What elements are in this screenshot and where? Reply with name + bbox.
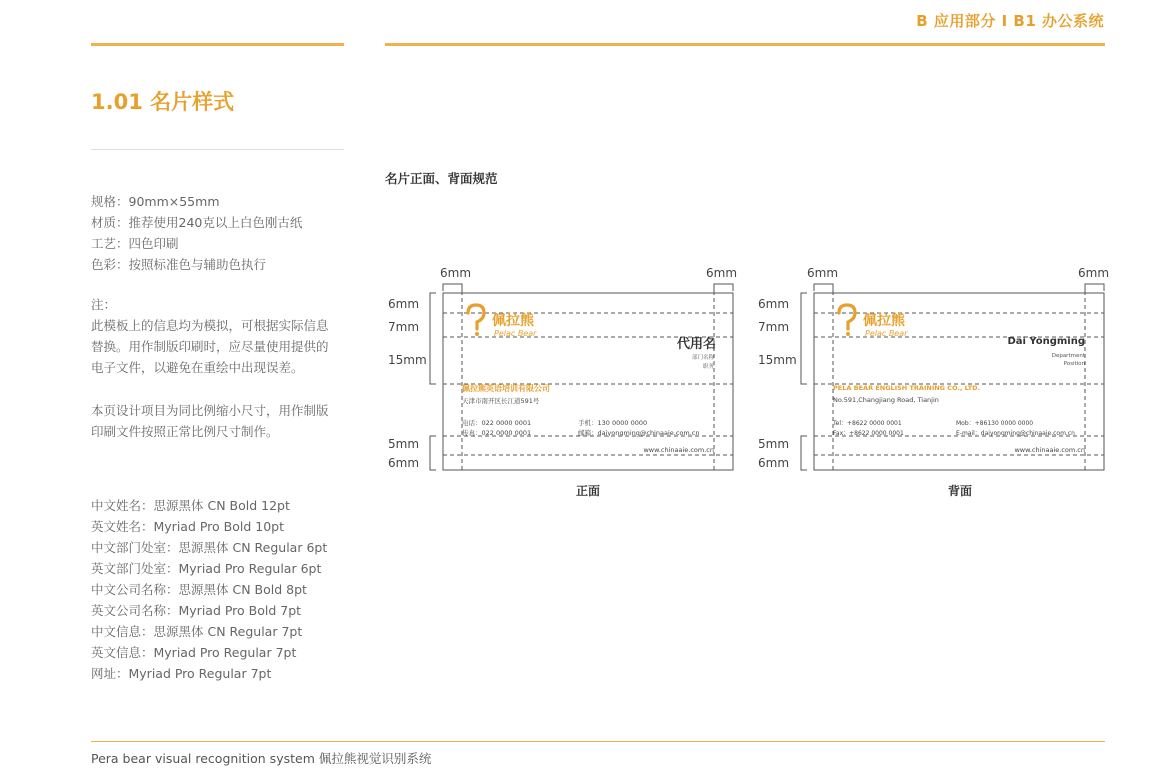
back-address: No.591,Changjiang Road, Tianjin (833, 396, 939, 404)
front-fax: 传真：022 0000 0001 (462, 429, 532, 437)
font-spec-item: 网址：Myriad Pro Regular 7pt (91, 666, 272, 681)
font-spec-item: 中文部门处室：思源黑体 CN Regular 6pt (91, 540, 328, 555)
front-guides (443, 284, 733, 470)
back-tel: Tel：+8622 0000 0001 (833, 420, 902, 427)
header-rule-left (91, 43, 344, 46)
back-logo-cn: 佩拉熊 (863, 313, 905, 329)
back-name: Dai Yongming (1007, 336, 1085, 347)
front-position: 职务 (702, 364, 714, 370)
font-spec-list (91, 495, 327, 684)
font-spec-item: 中文姓名：思源黑体 CN Bold 12pt (91, 498, 290, 513)
front-card (388, 266, 737, 498)
note-line: 印刷文件按照正常比例尺寸制作。 (91, 424, 279, 439)
back-website: www.chinaaie.com.cn (1014, 446, 1085, 454)
back-email: E-mail：daiyongming@chinaaie.com.cn (956, 430, 1075, 437)
front-email: 邮箱：daiyongming@chinaaie.com.cn (578, 429, 700, 437)
front-dim-6mm-bottom: 6mm (388, 456, 420, 470)
back-dim-15mm: 15mm (758, 353, 797, 367)
back-label: 背面 (947, 484, 973, 498)
back-dim-top-left: 6mm (807, 266, 839, 280)
footer-rule (91, 741, 1105, 742)
front-logo-en: Pelac Bear (494, 329, 537, 338)
front-dim-top-right: 6mm (706, 266, 738, 280)
front-logo (468, 305, 537, 338)
spec-item: 材质：推荐使用240克以上白色刚古纸 (91, 215, 303, 230)
front-dim-15mm: 15mm (388, 353, 427, 367)
back-logo-en: Pelac Bear (865, 329, 908, 338)
note-line: 此模板上的信息均为模拟，可根据实际信息 (91, 318, 329, 333)
title-divider (91, 149, 344, 150)
front-mobile: 手机：130 0000 0000 (578, 419, 648, 427)
back-dim-6mm-bottom: 6mm (758, 456, 790, 470)
back-guides (814, 284, 1104, 470)
font-spec-item: 中文公司名称：思源黑体 CN Bold 8pt (91, 582, 307, 597)
front-name: 代用名 (676, 337, 716, 352)
font-spec-item: 英文部门处室：Myriad Pro Regular 6pt (91, 561, 322, 576)
front-dim-5mm: 5mm (388, 437, 420, 451)
back-card (758, 266, 1109, 498)
back-dim-7mm: 7mm (758, 320, 790, 334)
front-card-outline (443, 293, 733, 470)
front-dim-7mm: 7mm (388, 320, 420, 334)
note-line: 替换。用作制版印刷时，应尽量使用提供的 (91, 339, 329, 354)
font-spec-item: 英文信息：Myriad Pro Regular 7pt (91, 645, 297, 660)
spec-item: 色彩：按照标准色与辅助色执行 (91, 257, 267, 272)
note-block (91, 294, 329, 378)
spec-item: 工艺：四色印刷 (91, 236, 179, 251)
note-line: 本页设计项目为同比例缩小尺寸，用作制版 (91, 403, 329, 418)
note-line: 电子文件，以避免在重绘中出现误差。 (91, 360, 304, 375)
front-left-brackets (430, 293, 436, 470)
diagram-title: 名片正面、背面规范 (385, 171, 498, 186)
bear-mark-icon (839, 305, 855, 329)
font-spec-item: 英文公司名称：Myriad Pro Bold 7pt (91, 603, 302, 618)
font-spec-item: 中文信息：思源黑体 CN Regular 7pt (91, 624, 303, 639)
footer-text: Pera bear visual recognition system 佩拉熊视觉识别系统 (91, 751, 432, 766)
note-label: 注： (91, 297, 117, 312)
back-left-brackets (801, 293, 807, 470)
front-logo-cn: 佩拉熊 (492, 313, 534, 329)
front-company: 佩拉熊英语培训有限公司 (462, 384, 550, 393)
back-position: Position (1063, 361, 1085, 367)
front-dim-6mm: 6mm (388, 297, 420, 311)
back-mobile: Mob：+86130 0000 0000 (956, 420, 1034, 427)
back-dept: Department (1051, 353, 1085, 359)
header-rule-right (385, 43, 1105, 46)
bear-mark-dot (475, 332, 479, 336)
back-dim-6mm: 6mm (758, 297, 790, 311)
front-tel: 电话：022 0000 0001 (462, 419, 532, 427)
font-spec-item: 英文姓名：Myriad Pro Bold 10pt (91, 519, 285, 534)
page-title: 1.01 名片样式 (91, 90, 235, 114)
front-website: www.chinaaie.com.cn (643, 446, 714, 454)
note-block-2 (91, 400, 329, 442)
back-card-outline (814, 293, 1104, 470)
front-address: 天津市南开区长江道591号 (462, 397, 540, 405)
back-logo (839, 305, 908, 338)
front-label: 正面 (575, 484, 601, 498)
bear-mark-dot (846, 332, 850, 336)
front-dept: 部门名称 (691, 355, 714, 361)
back-top-brackets (814, 284, 1104, 291)
back-fax: Fax：+8622 0000 0001 (833, 430, 904, 437)
back-dim-5mm: 5mm (758, 437, 790, 451)
bear-mark-icon (468, 305, 484, 329)
spec-item: 规格：90mm×55mm (91, 194, 220, 209)
front-top-brackets (443, 284, 733, 291)
front-dim-top-left: 6mm (440, 266, 472, 280)
back-company: PELA BEAR ENGLISH TRAINING CO., LTD. (833, 384, 980, 392)
spec-list (91, 191, 302, 275)
back-dim-top-right: 6mm (1078, 266, 1110, 280)
card-diagram (380, 258, 1120, 508)
section-breadcrumb: B 应用部分 I B1 办公系统 (916, 12, 1104, 30)
